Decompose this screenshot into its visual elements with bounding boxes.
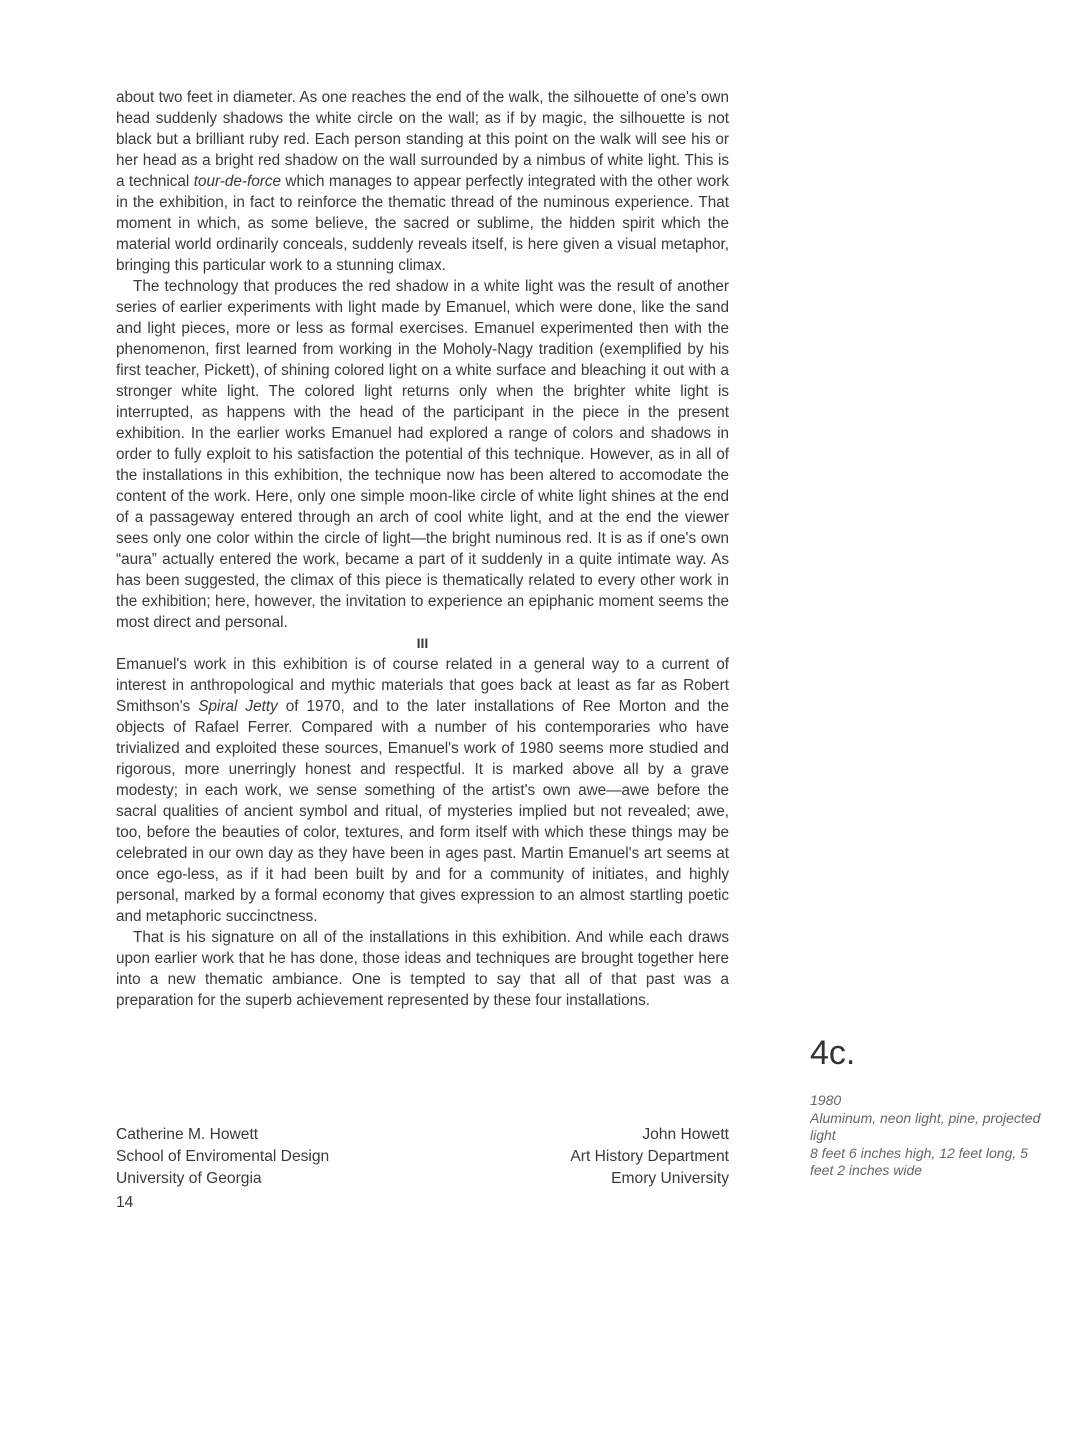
author-name: Catherine M. Howett [116, 1126, 259, 1143]
author-signature-right [520, 1124, 729, 1190]
paragraph-1-text-a: about two feet in diameter. As one reaches the end of the walk, the silhouette of one's own head suddenly shadows the white circle on the wall; as if by magic, the silhouette is not black but a brilliant ruby red. Each person standing at this point on the walk will see his or her head as a bright red shadow on the wall surrounded by a nimbus of white light. This is a technical [116, 89, 729, 190]
figure-dimensions: 8 feet 6 inches high, 12 feet long, 5 feet 2 inches wide [810, 1145, 1028, 1178]
paragraph-2: The technology that produces the red shadow in a white light was the result of another series of earlier experiments with light made by Emanuel, which were done, like the sand and light pieces, more or less as formal exercises. Emanuel experimented then with the phenomenon, first learned from working in the Moholy-Nagy tradition (exemplified by his first teacher, Pickett), of shining colored light on a white surface and bleaching it out with a stronger white light. The colored light returns only when the brighter white light is interrupted, as happens with the head of the participant in the piece in the present exhibition. In the earlier works Emanuel had explored a range of colors and shadows in order to fully exploit to his satisfaction the potential of this technique. However, as in all of the installations in this exhibition, the technique now has been altered to accomodate the content of the work. Here, only one simple moon-like circle of white light shines at the end of a passageway entered through an arch of cool white light, and at the end the viewer sees only one color within the circle of light—the bright numinous red. It is as if one's own “aura” actually entered the work, became a part of it suddenly in a quite intimate way. As has been suggested, the climax of this piece is thematically related to every other work in the exhibition; here, however, the invitation to experience an epiphanic moment seems the most direct and personal. [116, 278, 729, 631]
author-affiliation: Art History Department [570, 1148, 729, 1165]
figure-materials: Aluminum, neon light, pine, projected light [810, 1110, 1041, 1143]
paragraph-1-text-b: which manages to appear perfectly integrated with the other work in the exhibition, in fact to reinforce the thematic thread of the numinous experience. That moment in which, as some believe, the sacred or sublime, the hidden spirit which the material world ordinarily conceals, suddenly reveals itself, is here given a visual metaphor, bringing this particular work to a stunning climax. [116, 173, 729, 274]
paragraph-3-emphasis: Spiral Jetty [198, 698, 278, 715]
paragraph-1 [116, 87, 729, 276]
paragraph-1-emphasis: tour-de-force [193, 173, 281, 190]
figure-year: 1980 [810, 1092, 842, 1108]
page-number: 14 [116, 1194, 134, 1211]
figure-number: 4c. [810, 1034, 856, 1072]
section-heading: III [416, 635, 429, 651]
figure-caption [810, 1092, 1055, 1180]
body-text-column [116, 87, 729, 1011]
author-signature-left [116, 1124, 329, 1190]
author-institution: Emory University [611, 1170, 729, 1187]
author-institution: University of Georgia [116, 1170, 262, 1187]
paragraph-3-text-a: Emanuel's work in this exhibition is of course related in a general way to a current of interest in anthropological and mythic materials that goes back at least as far as Robert Smithson's [116, 656, 729, 715]
author-affiliation: School of Enviromental Design [116, 1148, 330, 1165]
author-name: John Howett [642, 1126, 729, 1143]
paragraph-4: That is his signature on all of the installations in this exhibition. And while each draws upon earlier work that he has done, those ideas and techniques are brought together here into a new thematic ambiance. One is tempted to say that all of that past was a preparation for the superb achievement represented by these four installations. [116, 929, 729, 1009]
paragraph-3-text-b: of 1970, and to the later installations of Ree Morton and the objects of Rafael Ferrer. Compared with a number of his contemporaries who have trivialized and exploited these sources, Emanuel's work of 1980 seems more studied and rigorous, more unerringly honest and respectful. It is marked above all by a grave modesty; in each work, we sense something of the artist's own awe—awe before the sacral qualities of ancient symbol and ritual, of mysteries implied but not revealed; awe, too, before the beauties of color, textures, and form itself with which these things may be celebrated in our own day as they have been in ages past. Martin Emanuel's art seems at once ego-less, as if it had been built by and for a community of initiates, and highly personal, marked by a formal economy that gives expression to an almost startling poetic and metaphoric succinctness. [116, 698, 730, 925]
paragraph-3 [116, 654, 729, 927]
